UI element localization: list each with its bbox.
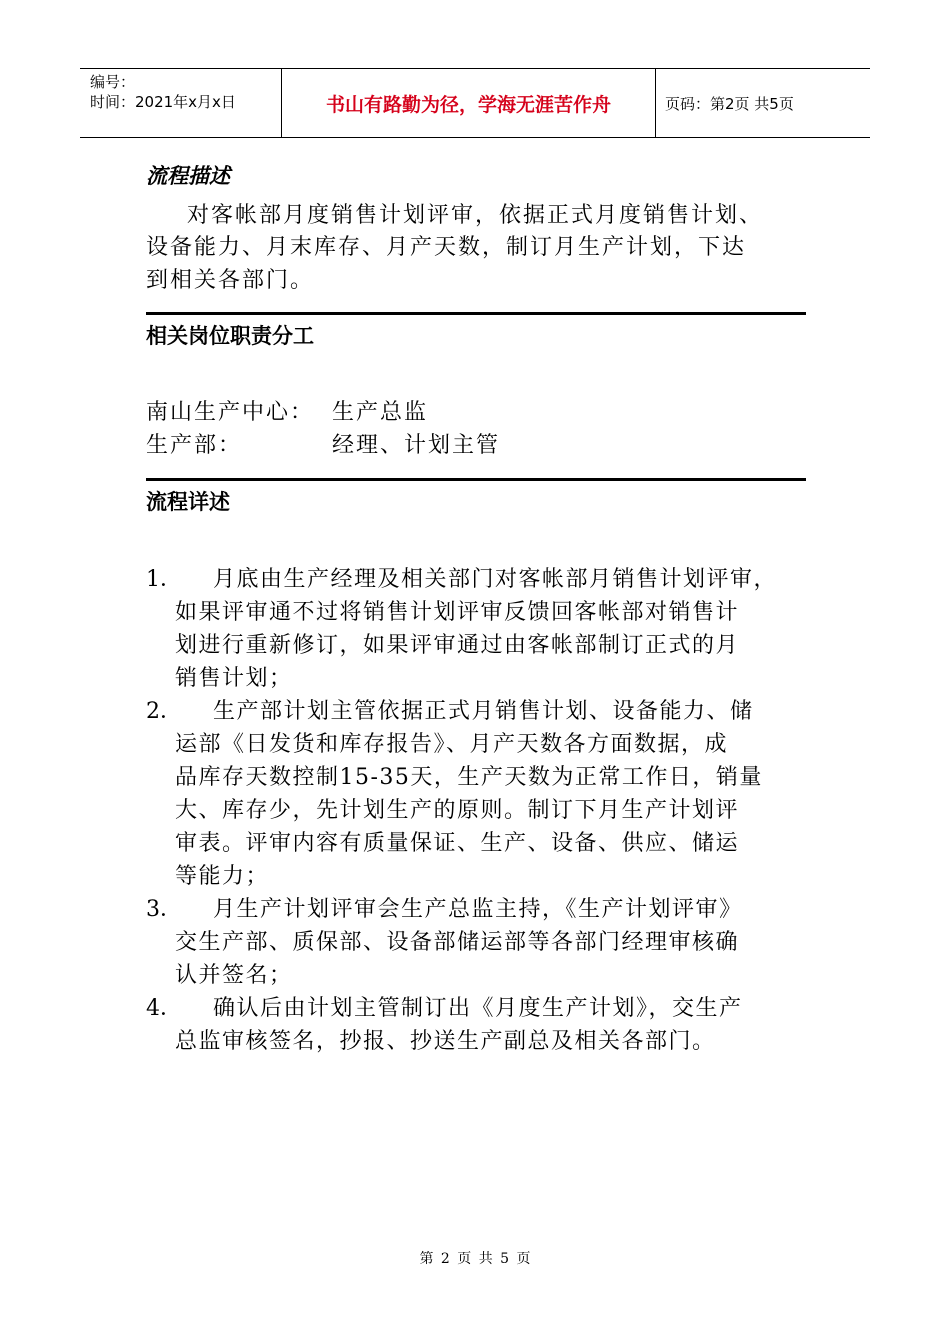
step-number: 1． — [146, 567, 182, 592]
step-line: 审表。评审内容有质量保证、生产、设备、供应、储运 — [175, 831, 740, 856]
header-number-label: 编号： — [90, 73, 136, 91]
header-time-label: 时间：2021年x月x日 — [90, 93, 236, 111]
step-line: 月底由生产经理及相关部门对客帐部月销售计划评审， — [213, 567, 778, 592]
step-line: 总监审核签名，抄报、抄送生产副总及相关各部门。 — [175, 1029, 716, 1054]
description-line: 对客帐部月度销售计划评审，依据正式月度销售计划、 — [187, 203, 764, 228]
process-description-title: 流程描述 — [146, 163, 230, 188]
step-number: 2． — [146, 699, 182, 724]
step-line: 品库存天数控制15-35天，生产天数为正常工作日，销量 — [175, 765, 763, 790]
process-detail-title: 流程详述 — [146, 489, 230, 514]
step-line: 月生产计划评审会生产总监主持，《生产计划评审》 — [213, 897, 743, 922]
step-line: 销售计划； — [175, 666, 293, 691]
step-line: 划进行重新修订，如果评审通过由客帐部制订正式的月 — [175, 633, 740, 658]
responsibility-dept: 南山生产中心： — [146, 400, 315, 425]
responsibility-dept: 生产部： — [146, 433, 243, 458]
description-line: 设备能力、月末库存、月产天数，制订月生产计划，下达 — [146, 235, 747, 260]
step-number: 4． — [146, 996, 182, 1021]
step-line: 生产部计划主管依据正式月销售计划、设备能力、储 — [213, 699, 754, 724]
page-footer: 第 2 页 共 5 页 — [419, 1251, 531, 1267]
step-line: 认并签名； — [175, 963, 293, 988]
header-meta-cell — [80, 69, 282, 137]
step-line: 如果评审通不过将销售计划评审反馈回客帐部对销售计 — [175, 600, 740, 625]
section-divider — [146, 478, 806, 481]
header-motto: 书山有路勤为径，学海无涯苦作舟 — [282, 69, 656, 137]
header-page-label: 页码：第2页 共5页 — [665, 94, 794, 113]
responsibility-roles: 生产总监 — [332, 400, 429, 425]
responsibility-roles: 经理、计划主管 — [332, 433, 501, 458]
step-line: 确认后由计划主管制订出《月度生产计划》，交生产 — [213, 996, 743, 1021]
description-line: 到相关各部门。 — [146, 268, 315, 293]
step-number: 3． — [146, 897, 182, 922]
section-divider — [146, 312, 806, 315]
page-header — [80, 68, 870, 138]
step-line: 运部《日发货和库存报告》、月产天数各方面数据，成 — [175, 732, 729, 757]
step-line: 交生产部、质保部、设备部储运部等各部门经理审核确 — [175, 930, 740, 955]
step-line: 等能力； — [175, 864, 270, 889]
step-line: 大、库存少，先计划生产的原则。制订下月生产计划评 — [175, 798, 740, 823]
responsibilities-title: 相关岗位职责分工 — [146, 323, 314, 348]
